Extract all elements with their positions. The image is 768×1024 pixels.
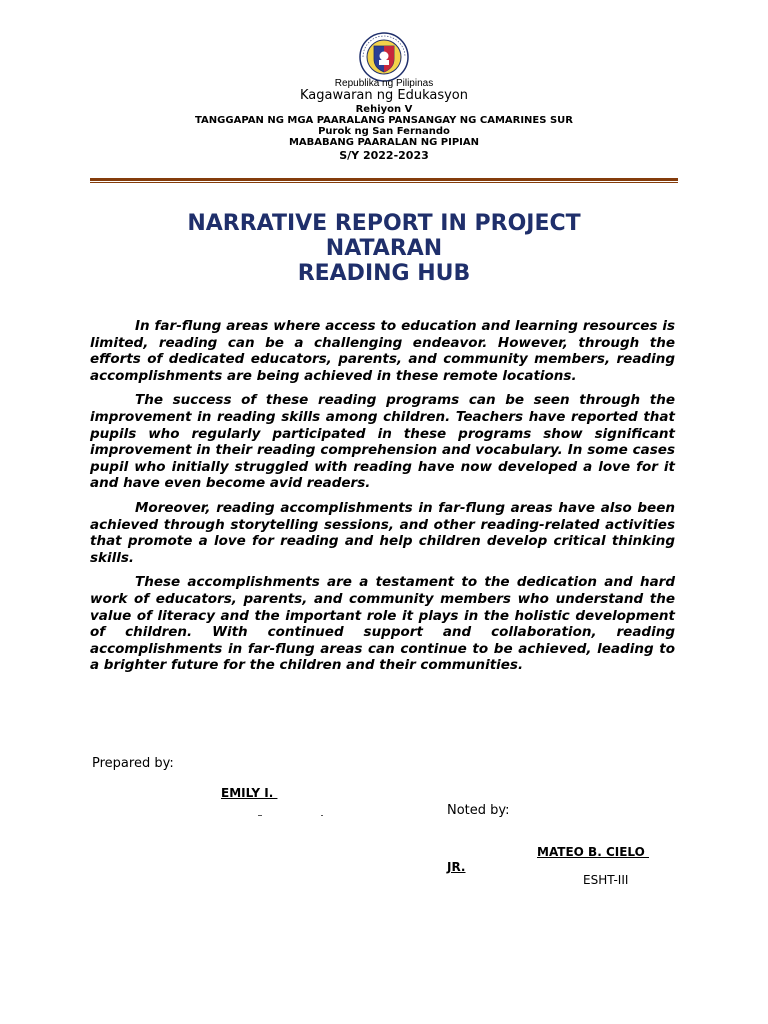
- department-line: Kagawaran ng Edukasyon: [299, 88, 469, 103]
- report-title-line-1: NARRATIVE REPORT IN PROJECT: [187, 211, 581, 236]
- body-paragraph: In far-flung areas where access to education and learning resources is limited, reading can be a challenging endeavor. However, through the efforts of dedicated educators, parents, and community members, reading accomplishments are being achieved in these remote locations.: [90, 318, 675, 384]
- header-divider-thin: [90, 182, 678, 183]
- noted-by-label: Noted by:: [447, 803, 510, 818]
- region-line: Rehiyon V: [355, 104, 413, 115]
- noted-by-name-suffix: JR.: [447, 860, 466, 874]
- deped-seal-logo: [357, 32, 411, 82]
- body-paragraph: The success of these reading programs can be seen through the improvement in reading skills among children. Teachers have reported that pupils who regularly participated in these programs show significant improvement in their reading comprehension and vocabulary. In some cases pupil who initially struggled with reading have now developed a love for it and have even become avid readers.: [90, 392, 675, 492]
- noted-by-name: MATEO B. CIELO: [537, 845, 650, 859]
- school-year-line: S/Y 2022-2023: [339, 149, 429, 162]
- body-paragraph: Moreover, reading accomplishments in far-flung areas have also been achieved through storytelling sessions, and other reading-related activities that promote a love for reading and help children develop critical thinking skills.: [90, 499, 675, 566]
- signature-mark: [321, 815, 323, 816]
- district-line: Purok ng San Fernando: [318, 126, 450, 137]
- report-body: [90, 318, 675, 682]
- report-title-line-2: NATARAN: [325, 236, 443, 261]
- republic-line: Republika ng Pilipinas: [334, 78, 434, 89]
- signature-mark: [258, 815, 262, 816]
- body-paragraph: These accomplishments are a testament to the dedication and hard work of educators, parents, and community members who understand the value of literacy and the important role it plays in the holistic development of children. With continued support and collaboration, reading accomplishments in far-flung areas can continue to be achieved, leading to a brighter future for the children and their communities.: [90, 574, 675, 674]
- prepared-by-name: EMILY I.: [221, 786, 278, 800]
- division-office-line: TANGGAPAN NG MGA PAARALANG PANSANGAY NG CAMARINES SUR: [195, 115, 573, 126]
- school-line: MABABANG PAARALAN NG PIPIAN: [288, 137, 480, 148]
- prepared-by-label: Prepared by:: [92, 756, 174, 771]
- header-divider-thick: [90, 178, 678, 181]
- report-title-line-3: READING HUB: [297, 261, 471, 286]
- noted-by-position: ESHT-III: [583, 873, 629, 884]
